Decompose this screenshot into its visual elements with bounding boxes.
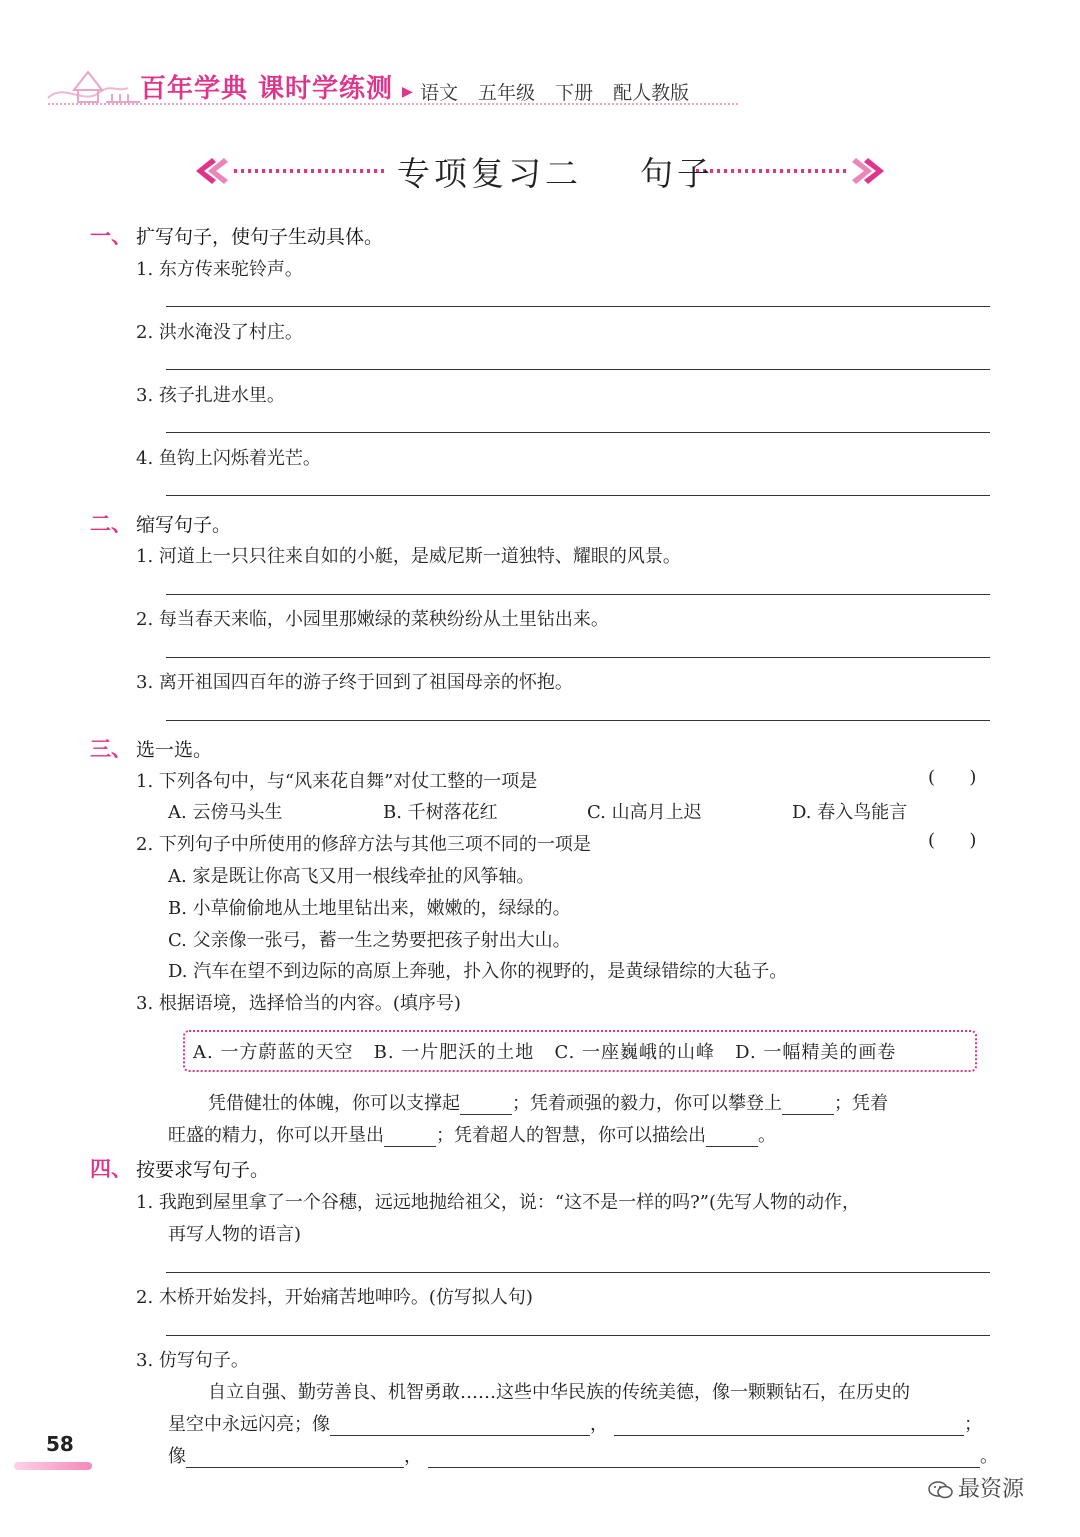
header-decoration-icon [44,62,144,108]
s4-question-1-line-2: 再写人物的语言) [168,1224,302,1245]
fill-blank[interactable] [782,1093,834,1115]
s3-q1-option-a: A. 云傍马头生 [168,802,283,823]
brand-title: 百年学典 课时学练测 [140,74,394,104]
brand-arrow-icon: ▶ [402,84,413,100]
fill-blank[interactable] [384,1125,436,1147]
answer-line[interactable] [166,432,990,433]
s3-q2-option-a: A. 家是既让你高飞又用一根线牵扯的风筝轴。 [168,866,535,887]
passage-text: ；凭着顽强的毅力，你可以攀登上 [512,1093,782,1114]
options-box-text: A. 一方蔚蓝的天空 B. 一片肥沃的土地 C. 一座巍峨的山峰 D. 一幅精美的画卷 [193,1042,897,1063]
page-number-bar [14,1462,92,1470]
answer-line[interactable] [166,657,990,658]
s4-q3-passage-line-2 [168,1410,982,1436]
fill-blank[interactable] [460,1093,512,1115]
s4-q3-passage-line-3 [168,1442,998,1468]
answer-line[interactable] [166,306,990,307]
answer-line[interactable] [166,369,990,370]
s3-q3-passage-line-1 [208,1089,888,1115]
passage-text: 。 [758,1125,776,1146]
answer-line[interactable] [166,594,990,595]
answer-parenthesis[interactable]: ( ) [928,767,977,788]
section-1-title: 扩写句子，使句子生动具体。 [136,226,384,248]
fill-blank[interactable] [614,1414,964,1436]
s3-q1-option-b: B. 千树落花红 [383,802,498,823]
s3-question-3: 3. 根据语境，选择恰当的内容。(填序号) [136,993,461,1014]
fill-blank[interactable] [186,1446,404,1468]
fill-blank[interactable] [706,1125,758,1147]
section-2-header [90,508,231,538]
s1-item-2: 2. 洪水淹没了村庄。 [136,322,303,343]
passage-text: ， [404,1446,422,1467]
s1-item-3: 3. 孩子扎进水里。 [136,385,285,406]
s4-question-1-line-1: 1. 我跑到屋里拿了一个谷穗，远远地抛给祖父，说：“这不是一样的吗?”(先写人物的动作， [136,1192,860,1213]
passage-text: 星空中永远闪亮；像 [168,1414,330,1435]
s3-q3-passage-line-2 [168,1121,776,1147]
fill-blank[interactable] [428,1446,980,1468]
passage-text: ， [590,1414,608,1435]
section-1-header [90,220,383,250]
s4-question-3: 3. 仿写句子。 [136,1350,249,1371]
s1-item-1: 1. 东方传来驼铃声。 [136,259,303,280]
section-2-number: 二、 [90,512,132,536]
watermark [928,1472,1024,1503]
passage-text: 旺盛的精力，你可以开垦出 [168,1125,384,1146]
passage-text: 凭借健壮的体魄，你可以支撑起 [208,1093,460,1114]
section-4-title: 按要求写句子。 [136,1159,270,1181]
watermark-text: 最资源 [958,1477,1025,1502]
passage-text: ；凭着超人的智慧，你可以描绘出 [436,1125,706,1146]
section-3-header [90,733,212,763]
s2-item-2: 2. 每当春天来临，小园里那嫩绿的菜秧纷纷从土里钻出来。 [136,609,609,630]
s3-q2-option-d: D. 汽车在望不到边际的高原上奔驰，扑入你的视野的，是黄绿错综的大毡子。 [168,961,788,982]
s3-q2-option-b: B. 小草偷偷地从土地里钻出来，嫩嫩的，绿绿的。 [168,898,571,919]
section-3-number: 三、 [90,737,132,761]
answer-line[interactable] [166,1272,990,1273]
s2-item-3: 3. 离开祖国四百年的游子终于回到了祖国母亲的怀抱。 [136,672,573,693]
answer-line[interactable] [166,1335,990,1336]
s2-item-1: 1. 河道上一只只往来自如的小艇，是威尼斯一道独特、耀眼的风景。 [136,546,681,567]
passage-text: ； [964,1414,982,1435]
s3-q2-option-c: C. 父亲像一张弓，蓄一生之势要把孩子射出大山。 [168,930,571,951]
answer-parenthesis[interactable]: ( ) [928,830,977,851]
page-title: 专项复习二 句子 [397,154,714,193]
fill-blank[interactable] [330,1414,590,1436]
s1-item-4: 4. 鱼钩上闪烁着光芒。 [136,448,321,469]
section-4-header [90,1153,269,1183]
s3-q1-option-d: D. 春入鸟能言 [792,802,908,823]
passage-text: 。 [980,1446,998,1467]
section-4-number: 四、 [90,1157,132,1181]
book-info: 语文 五年级 下册 配人教版 [420,82,690,104]
section-3-title: 选一选。 [136,739,213,761]
s4-question-2: 2. 木桥开始发抖，开始痛苦地呻吟。(仿写拟人句) [136,1287,533,1308]
s4-q3-passage-line-1: 自立自强、勤劳善良、机智勇敢……这些中华民族的传统美德，像一颗颗钻石，在历史的 [208,1382,910,1403]
section-2-title: 缩写句子。 [136,514,232,536]
page-number: 58 [46,1432,74,1456]
answer-line[interactable] [166,495,990,496]
passage-text: ；凭着 [834,1093,888,1114]
section-1-number: 一、 [90,224,132,248]
passage-text: 像 [168,1446,186,1467]
s3-q1-option-c: C. 山高月上迟 [587,802,702,823]
answer-line[interactable] [166,720,990,721]
s3-question-1: 1. 下列各句中，与“风来花自舞”对仗工整的一项是 [136,771,538,792]
wechat-icon [928,1480,954,1500]
s3-question-2: 2. 下列句子中所使用的修辞方法与其他三项不同的一项是 [136,834,591,855]
